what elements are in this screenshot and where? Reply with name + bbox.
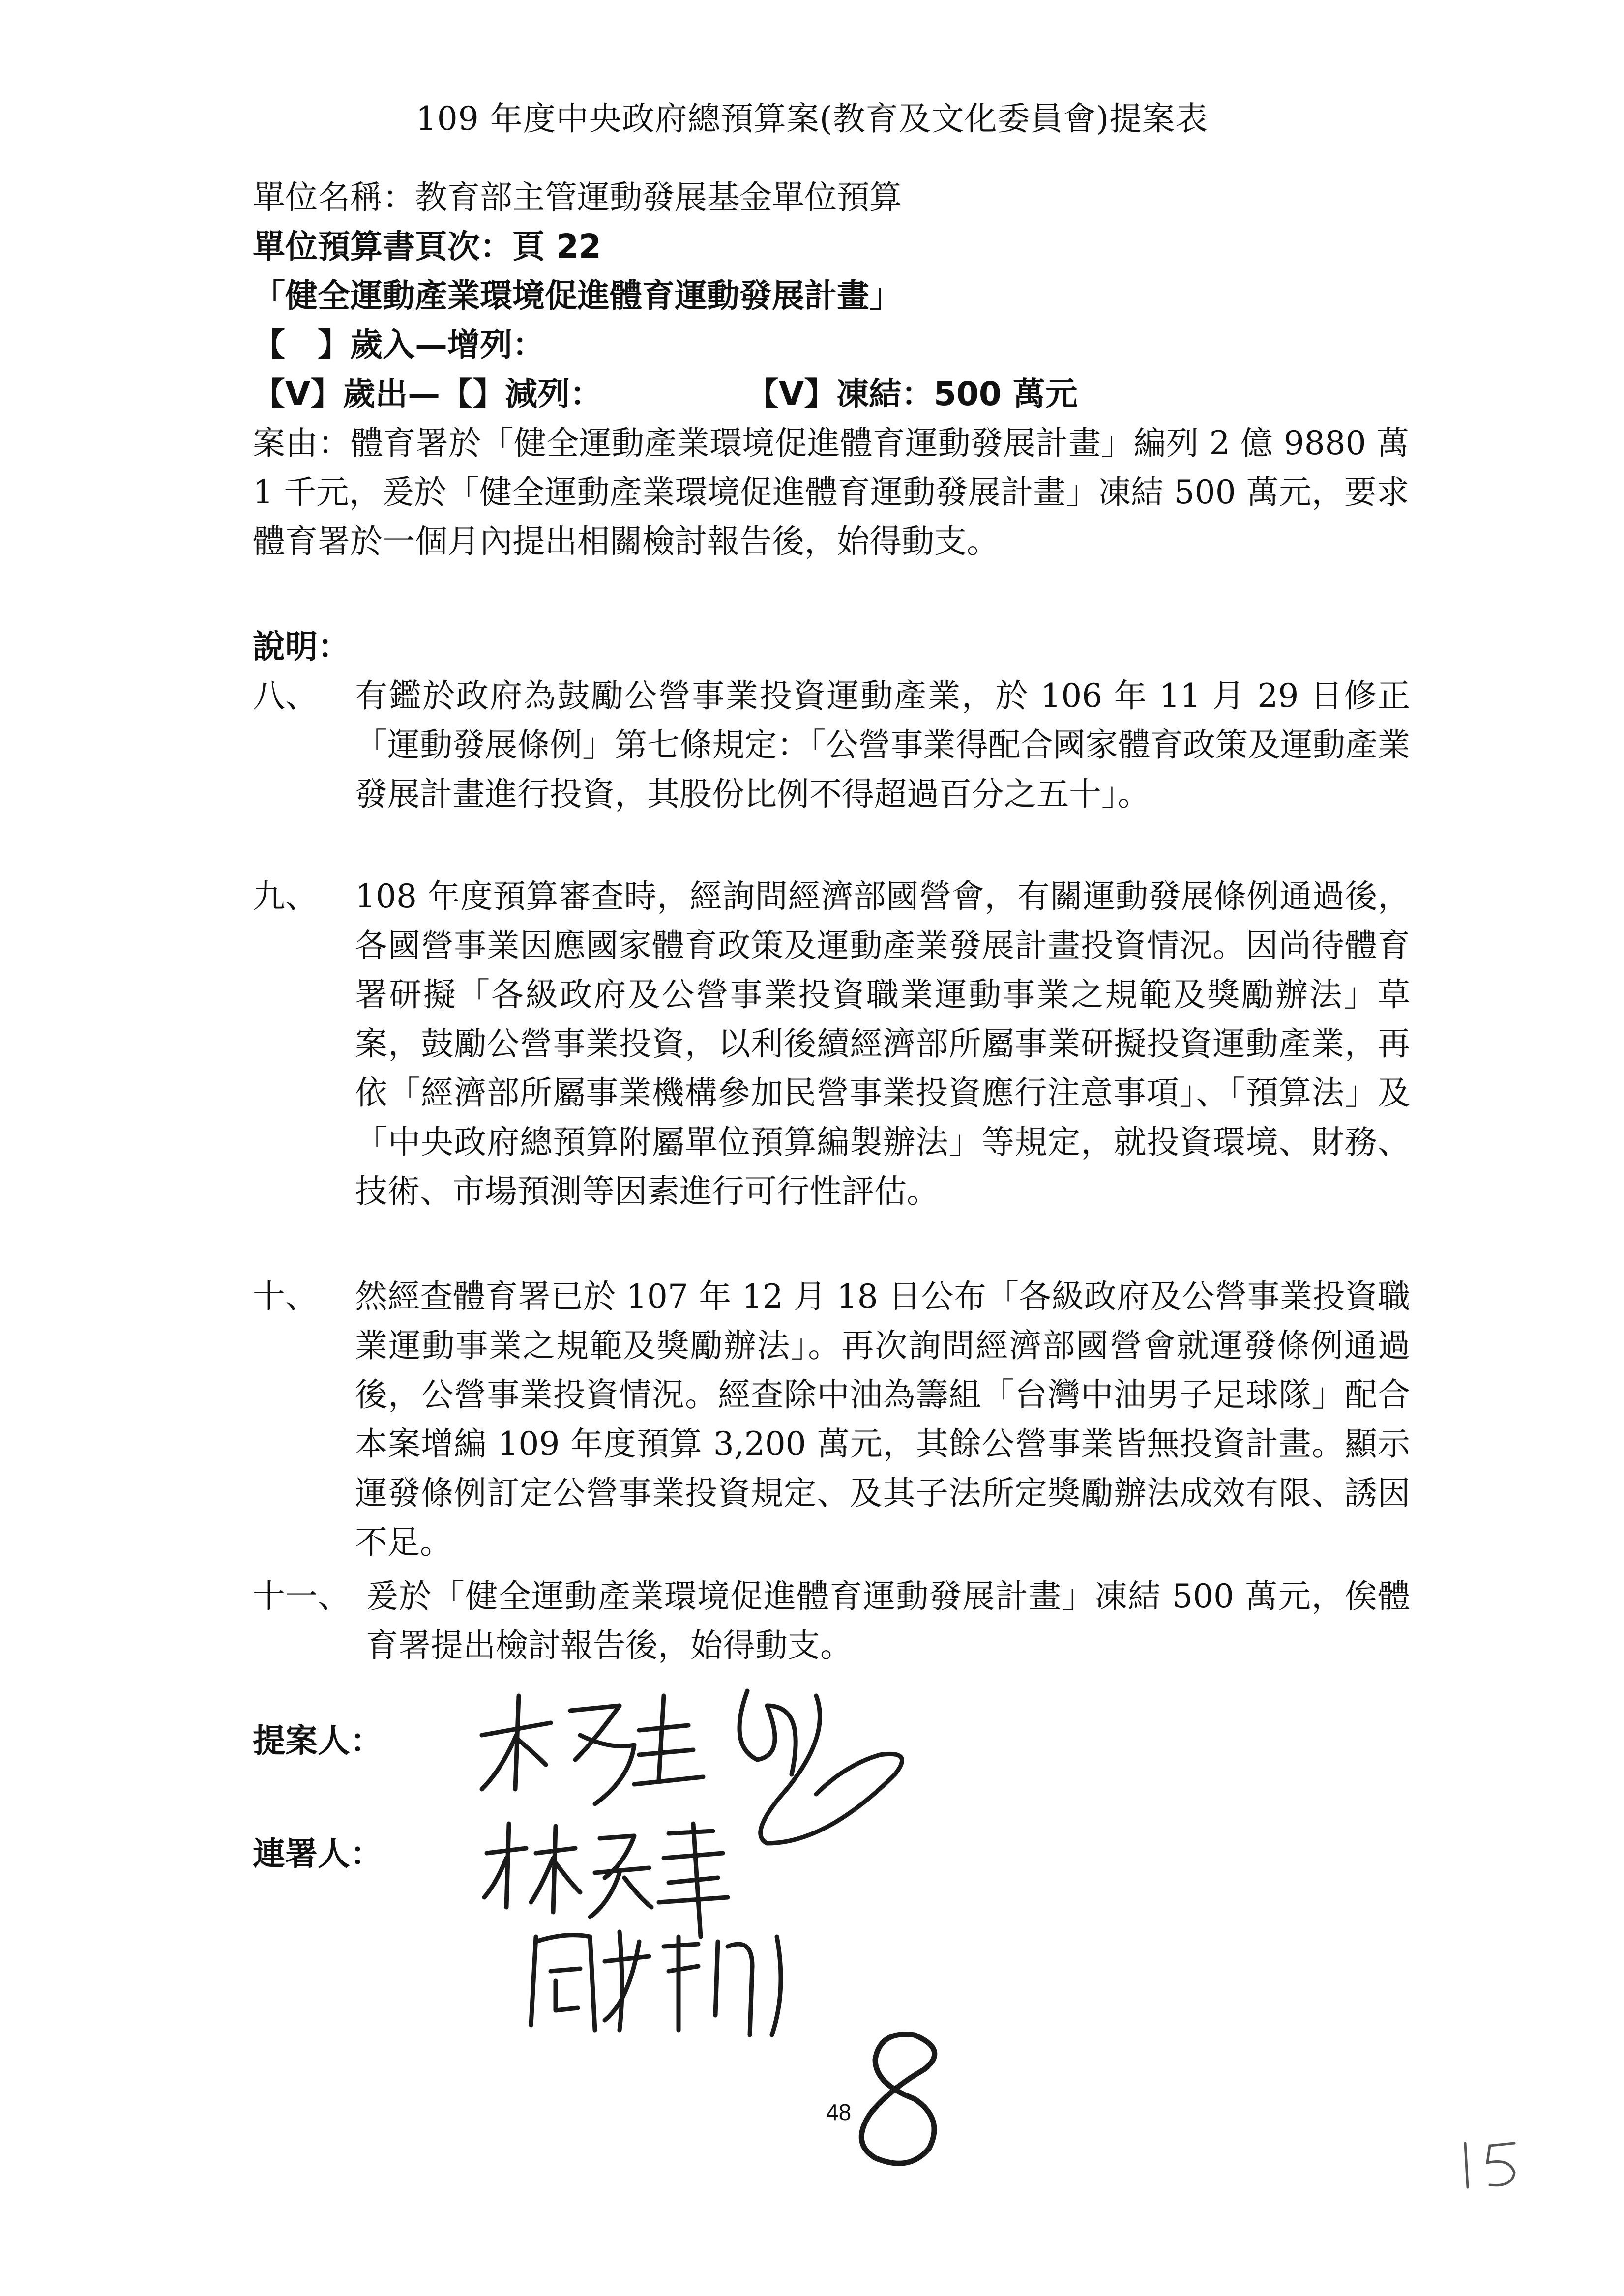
explanation-item <box>253 872 1410 1216</box>
reason-paragraph: 案由：體育署於「健全運動產業環境促進體育運動發展計畫」編列 2 億 9880 萬 1 千元，爰於「健全運動產業環境促進體育運動發展計畫」凍結 500 萬元，要求體育署於一個月內提出相關檢討報告後，始得動支。 <box>253 424 1409 560</box>
expense-line <box>253 370 1408 419</box>
explanation-label: 說明： <box>253 628 350 666</box>
item-text: 爰於「健全運動產業環境促進體育運動發展計畫」凍結 500 萬元，俟體育署提出檢討報告後，始得動支。 <box>366 1577 1410 1664</box>
item-number: 九、 <box>253 877 318 915</box>
page-number: 48 <box>826 2099 852 2125</box>
expense-reduction: 【V】歲出—【】減列： <box>253 375 603 413</box>
explanation-item <box>253 1272 1410 1567</box>
explanation-item <box>253 1572 1410 1670</box>
item-number: 十、 <box>253 1278 318 1315</box>
expense-freeze: 【V】凍結：500 萬元 <box>746 375 1078 413</box>
item-text: 然經查體育署已於 107 年 12 月 18 日公布「各級政府及公營事業投資職業運動事業之規範及獎勵辦法」。再次詢問經濟部國營會就運發條例通過後，公營事業投資情況。經查除中油為籌組「台灣中油男子足球隊」配合本案增編 109 年度預算 3,200 萬元，其餘公營事業皆無投資計畫。顯示運發條例訂定公營事業投資規定、及其子法所定獎勵辦法成效有限、誘因不足。 <box>355 1278 1410 1561</box>
item-number: 八、 <box>253 677 318 715</box>
page-reference: 單位預算書頁次：頁 22 <box>253 228 601 265</box>
revenue-line: 【 】歲入—增列： <box>253 326 545 364</box>
cosigner-signature <box>521 1917 806 2045</box>
plan-name: 「健全運動產業環境促進體育運動發展計畫」 <box>253 277 902 315</box>
item-number: 十一、 <box>253 1577 350 1615</box>
cosigner-label: 連署人： <box>253 1835 383 1873</box>
handwritten-number-stamp <box>841 2025 954 2173</box>
item-text: 有鑑於政府為鼓勵公營事業投資運動產業，於 106 年 11 月 29 日修正「運動發展條例」第七條規定：「公營事業得配合國家體育政策及運動產業發展計畫進行投資，其股份比例不得超過百分之五十」。 <box>355 677 1410 813</box>
proposer-label: 提案人： <box>253 1722 383 1760</box>
corner-mark <box>1455 2133 1534 2197</box>
item-text: 108 年度預算審查時，經詢問經濟部國營會，有關運動發展條例通過後，各國營事業因應國家體育政策及運動產業發展計畫投資情況。因尚待體育署研擬「各級政府及公營事業投資職業運動事業之規範及獎勵辦法」草案，鼓勵公營事業投資，以利後續經濟部所屬事業研擬投資運動產業，再依「經濟部所屬事業機構參加民營事業投資應行注意事項」、「預算法」及「中央政府總預算附屬單位預算編製辦法」等規定，就投資環境、財務、技術、市場預測等因素進行可行性評估。 <box>355 877 1410 1210</box>
explanation-item <box>253 671 1410 819</box>
document-title: 109 年度中央政府總預算案(教育及文化委員會)提案表 <box>415 100 1209 138</box>
unit-name: 單位名稱：教育部主管運動發展基金單位預算 <box>253 178 902 216</box>
